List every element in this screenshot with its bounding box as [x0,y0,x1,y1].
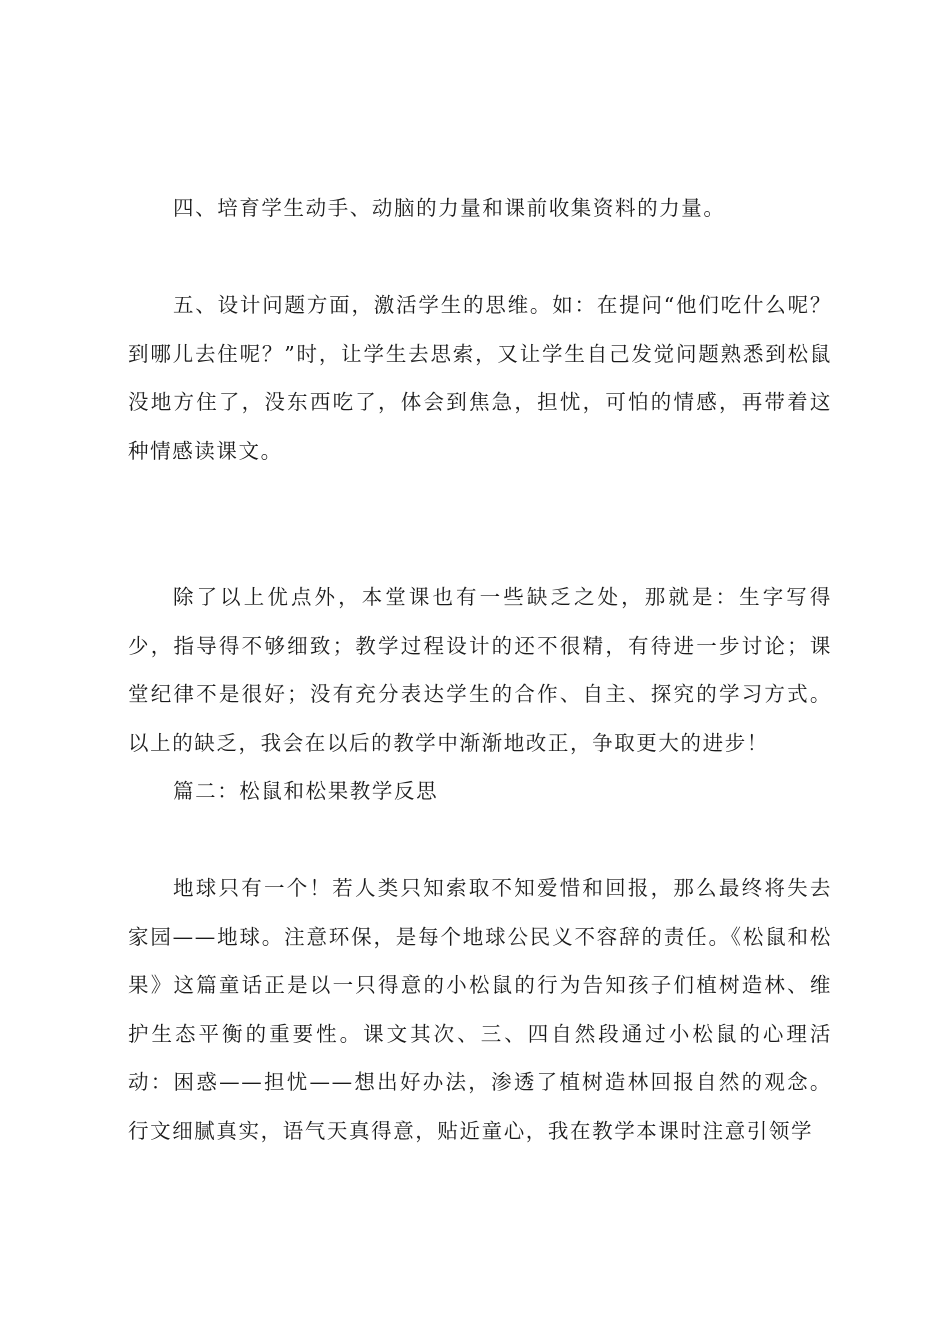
paragraph-five: 五、设计问题方面，激活学生的思维。如：在提问“他们吃什么呢？到哪儿去住呢？”时，让学生去思索，又让学生自己发觉问题熟悉到松鼠没地方住了，没东西吃了，体会到焦急，担忧，可怕的情感，再带着这种情感读课文。 [128,293,832,463]
paragraph-four: 四、培育学生动手、动脑的力量和课前收集资料的力量。 [173,196,726,220]
section-heading: 篇二：松鼠和松果教学反思 [173,779,439,803]
paragraph-shortcomings: 除了以上优点外，本堂课也有一些缺乏之处，那就是：生字写得少，指导得不够细致；教学过程设计的还不很精，有待进一步讨论；课堂纪律不是很好；没有充分表达学生的合作、自主、探究的学习方式。以上的缺乏，我会在以后的教学中渐渐地改正，争取更大的进步！ [128,585,832,755]
paragraph-earth: 地球只有一个！若人类只知索取不知爱惜和回报，那么最终将失去家园——地球。注意环保，是每个地球公民义不容辞的责任。《松鼠和松果》这篇童话正是以一只得意的小松鼠的行为告知孩子们植树造林、维护生态平衡的重要性。课文其次、三、四自然段通过小松鼠的心理活动：困惑——担忧——想出好办法，渗透了植树造林回报自然的观念。行文细腻真实，语气天真得意，贴近童心，我在教学本课时注意引领学 [128,876,832,1143]
